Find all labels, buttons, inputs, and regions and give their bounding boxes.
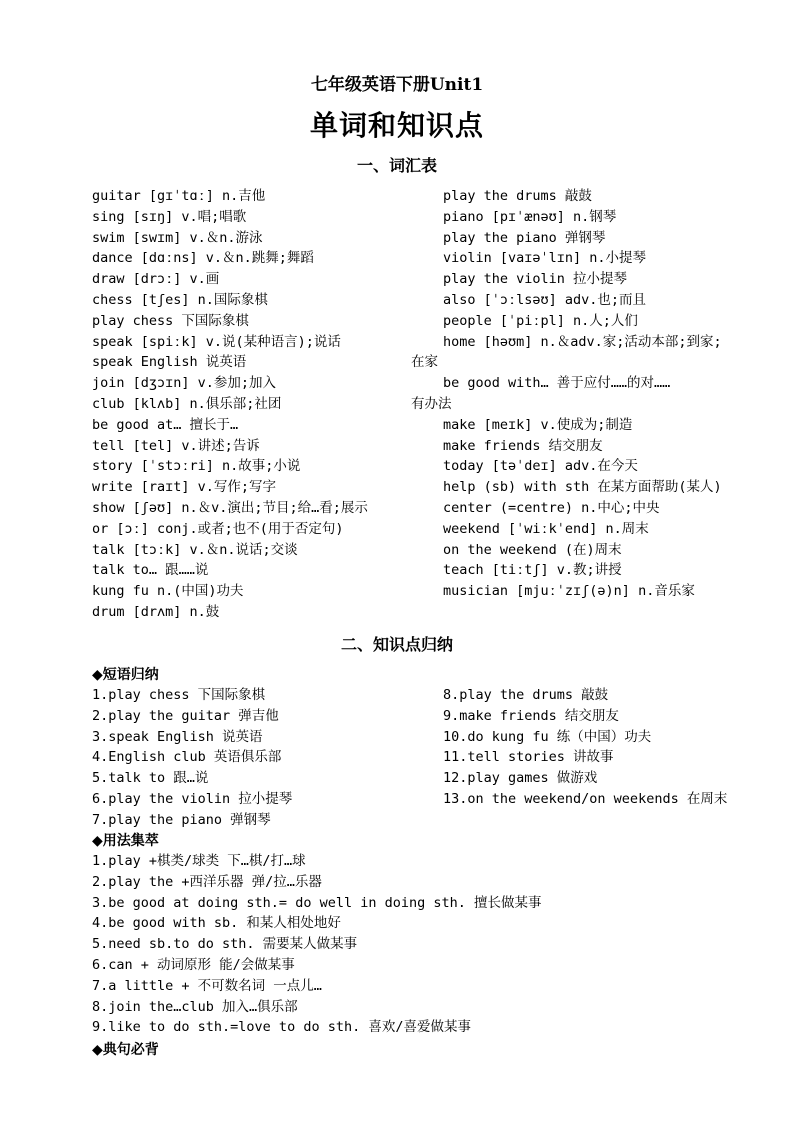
phrase-item: 8.play the drums 敲鼓 (443, 687, 609, 703)
vocab-list-left (92, 186, 368, 623)
usage-item: 3.be good at doing sth.= do well in doing sth. 擅长做某事 (92, 894, 542, 911)
vocab-item: draw [drɔː] v.画 (92, 271, 220, 288)
vocab-item: play the drums 敲鼓 (443, 188, 592, 204)
vocab-item: 有办法 (411, 395, 452, 412)
usage-item: 8.join the…club 加入…俱乐部 (92, 998, 298, 1015)
section-heading-knowledge: 二、知识点归纳 (340, 635, 453, 654)
phrase-item: 11.tell stories 讲故事 (443, 749, 614, 766)
usage-item: 7.a little + 不可数名词 一点儿… (92, 977, 322, 994)
section-heading-vocabulary: 一、词汇表 (356, 156, 437, 175)
vocab-item: play the piano 弹钢琴 (443, 229, 606, 246)
vocab-item: center (=centre) n.中心;中央 (443, 499, 660, 516)
vocab-item: sing [sɪŋ] v.唱;唱歌 (92, 208, 247, 225)
vocab-item: speak [spiːk] v.说(某种语言);说话 (92, 333, 341, 350)
vocab-item: people [ˈpiːpl] n.人;人们 (443, 312, 638, 329)
vocab-item: help (sb) with sth 在某方面帮助(某人) (443, 479, 722, 496)
phrase-item: 4.English club 英语俱乐部 (92, 749, 282, 766)
phrase-item: 5.talk to 跟…说 (92, 770, 209, 787)
phrase-item: 13.on the weekend/on weekends 在周末 (443, 790, 728, 807)
vocab-item: write [raɪt] v.写作;写字 (92, 479, 277, 496)
vocab-item: today [təˈdeɪ] adv.在今天 (443, 458, 638, 475)
usage-list (92, 851, 542, 1038)
vocab-item: piano [pɪˈænəʊ] n.钢琴 (443, 208, 617, 225)
vocab-item: kung fu n.(中国)功夫 (92, 583, 244, 600)
vocab-item: make [meɪk] v.使成为;制造 (443, 416, 633, 433)
phrase-item: 12.play games 做游戏 (443, 770, 598, 787)
vocab-item: teach [tiːtʃ] v.教;讲授 (443, 562, 622, 579)
vocab-item: story [ˈstɔːri] n.故事;小说 (92, 458, 301, 475)
phrase-item: 10.do kung fu 练（中国）功夫 (443, 728, 652, 745)
subheading-usage: ◆用法集萃 (92, 833, 159, 849)
vocab-item: also [ˈɔːlsəʊ] adv.也;而且 (443, 291, 647, 308)
phrase-list-left (92, 685, 292, 831)
vocab-item: drum [drʌm] n.鼓 (92, 603, 220, 620)
phrase-item: 3.speak English 说英语 (92, 728, 263, 745)
title-line-1: 七年级英语下册Unit1 (310, 75, 484, 95)
subheading-phrases: ◆短语归纳 (92, 667, 159, 683)
vocab-item: talk to… 跟……说 (92, 562, 209, 579)
usage-item: 9.like to do sth.=love to do sth. 喜欢/喜爱做某事 (92, 1019, 471, 1036)
title-line-2: 单词和知识点 (309, 109, 484, 142)
phrase-item: 1.play chess 下国际象棋 (92, 687, 266, 703)
vocab-item: join [dʒɔɪn] v.参加;加入 (92, 375, 277, 392)
usage-item: 5.need sb.to do sth. 需要某人做某事 (92, 936, 358, 953)
vocab-item: violin [vaɪəˈlɪn] n.小提琴 (443, 250, 647, 267)
vocab-item: guitar [gɪˈtɑː] n.吉他 (92, 188, 266, 204)
vocab-item: be good at… 擅长于… (92, 416, 239, 433)
vocab-item: show [ʃəʊ] n.＆v.演出;节目;给…看;展示 (92, 499, 368, 516)
vocab-item: talk [tɔːk] v.＆n.说话;交谈 (92, 541, 298, 558)
vocab-item: play chess 下国际象棋 (92, 312, 249, 329)
phrase-item: 7.play the piano 弹钢琴 (92, 811, 271, 828)
phrase-item: 9.make friends 结交朋友 (443, 707, 619, 724)
phrase-item: 6.play the violin 拉小提琴 (92, 790, 293, 807)
subheading-sentences: ◆典句必背 (92, 1042, 159, 1058)
usage-item: 2.play the +西洋乐器 弹/拉…乐器 (92, 873, 322, 890)
vocab-item: speak English 说英语 (92, 354, 247, 371)
vocab-item: musician [mjuːˈzɪʃ(ə)n] n.音乐家 (443, 583, 695, 600)
vocab-item: be good with… 善于应付……的对…… (443, 375, 671, 392)
vocab-item: chess [tʃes] n.国际象棋 (92, 291, 268, 308)
vocab-item: on the weekend (在)周末 (443, 541, 622, 558)
vocab-item: dance [dɑːns] v.＆n.跳舞;舞蹈 (92, 250, 314, 267)
phrase-list-right (443, 685, 727, 810)
vocab-item: or [ɔː] conj.或者;也不(用于否定句) (92, 520, 344, 537)
vocab-item: swim [swɪm] v.＆n.游泳 (92, 229, 263, 246)
phrase-item: 2.play the guitar 弹吉他 (92, 707, 279, 724)
vocab-item: make friends 结交朋友 (443, 437, 603, 454)
usage-item: 4.be good with sb. 和某人相处地好 (92, 915, 341, 932)
vocab-item: home [həʊm] n.＆adv.家;活动本部;到家; (443, 333, 722, 350)
vocab-item: play the violin 拉小提琴 (443, 271, 628, 288)
vocab-item: club [klʌb] n.俱乐部;社团 (92, 395, 282, 412)
vocab-item: weekend [ˈwiːkˈend] n.周末 (443, 520, 649, 537)
vocab-item: 在家 (411, 354, 438, 371)
usage-item: 1.play +棋类/球类 下…棋/打…球 (92, 853, 306, 869)
vocab-item: tell [tel] v.讲述;告诉 (92, 437, 260, 454)
usage-item: 6.can + 动词原形 能/会做某事 (92, 956, 295, 973)
vocab-list-right (411, 186, 722, 602)
